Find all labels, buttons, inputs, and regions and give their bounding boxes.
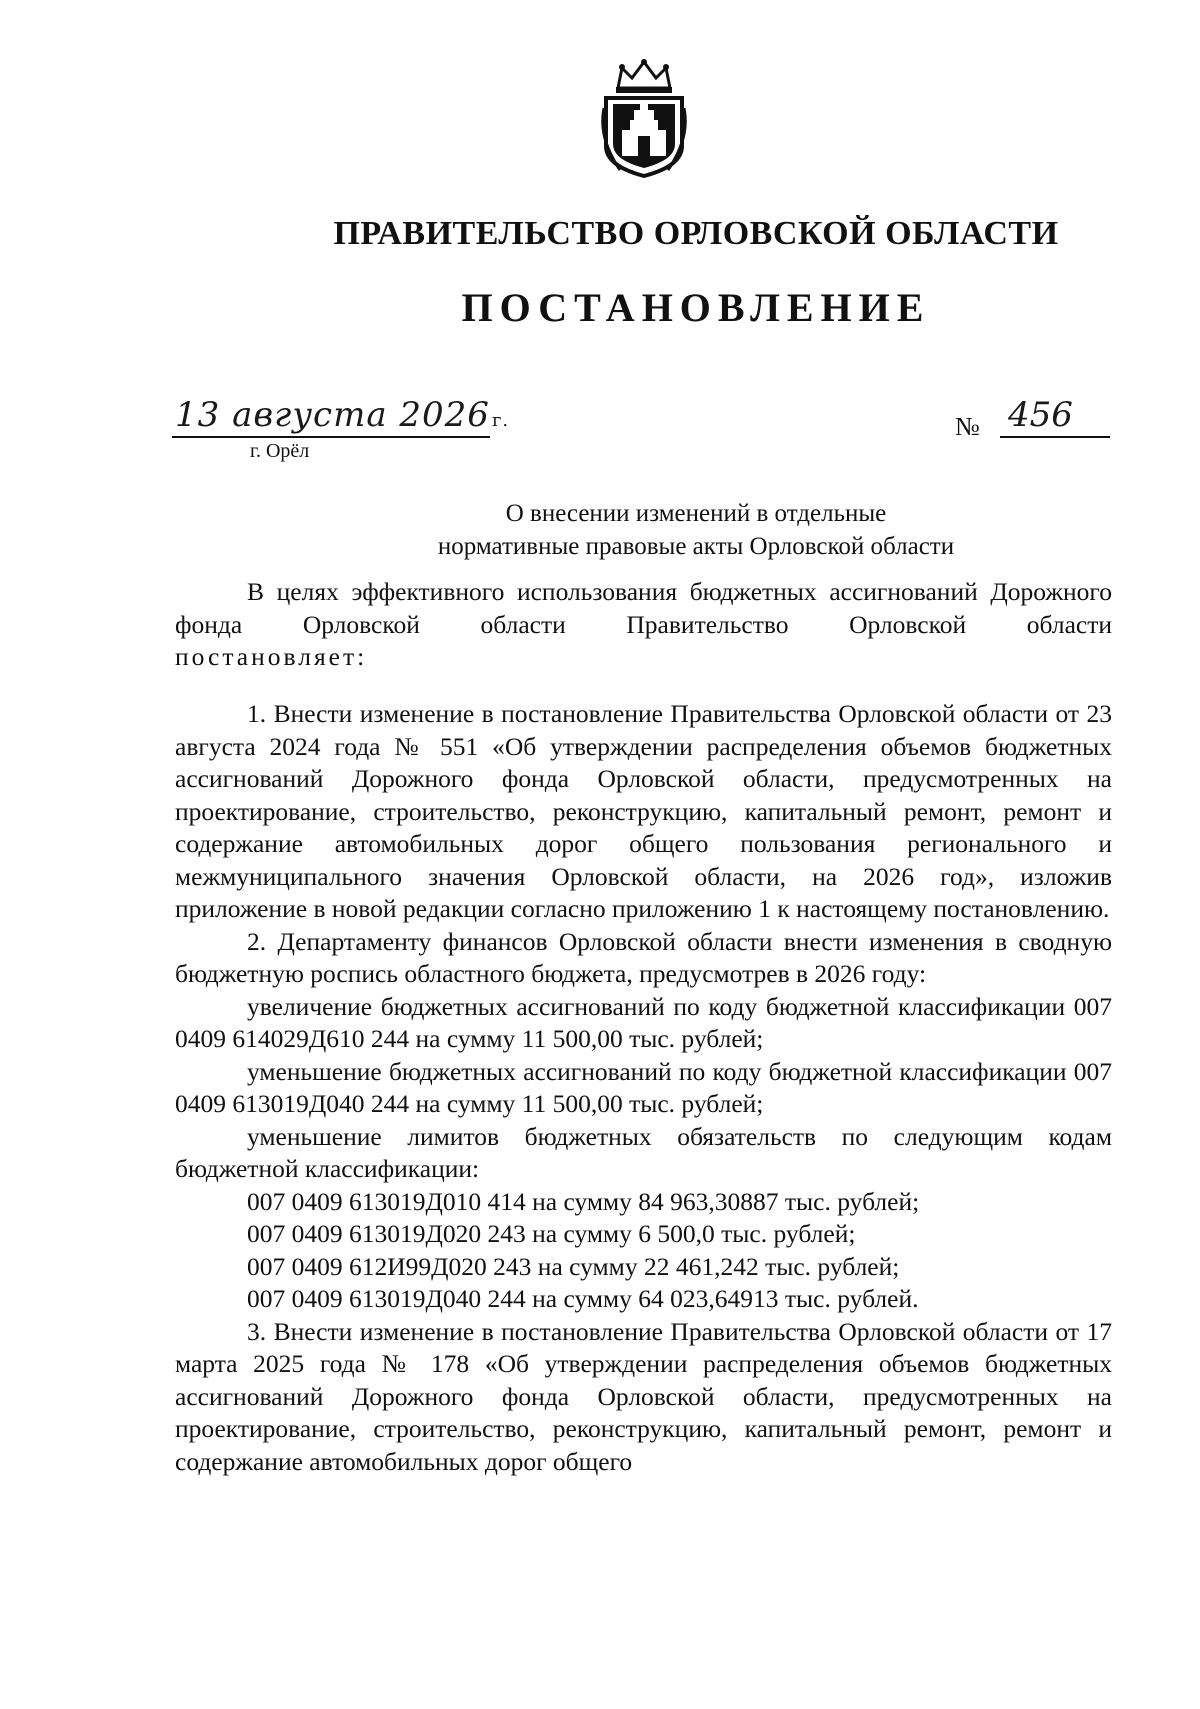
- document-type-title: ПОСТАНОВЛЕНИЕ: [461, 285, 931, 330]
- number-underline: [1000, 436, 1110, 438]
- decree-items: [175, 698, 1112, 1478]
- date-underline: [172, 436, 490, 438]
- subject-line-2: нормативные правовые акты Орловской области: [437, 533, 955, 560]
- handwritten-number: 456: [1008, 395, 1073, 435]
- date-suffix: г.: [491, 410, 510, 431]
- budget-code-line: 007 0409 612И99Д020 243 на сумму 22 461,242 тыс. рублей;: [247, 1251, 900, 1281]
- budget-code-line: 007 0409 613019Д040 244 на сумму 64 023,64913 тыс. рублей.: [247, 1284, 919, 1313]
- item-1: 1. Внести изменение в постановление Правительства Орловской области от 23 августа 2024 года № 551 «Об утверждении распределения объемов бюджетных ассигнований Дорожного фонда Орловской области, предусмотренных на проектирование, строительство, реконструкцию, капитальный ремонт, ремонт и содержание автомобильных дорог общего пользования регионального и межмуниципального значения Орловской области, на 2026 год», изложив приложение в новой редакции согласно приложению 1 к настоящему постановлению.: [175, 699, 1112, 923]
- document-subject: [96, 497, 1200, 563]
- coat-of-arms-emblem: [600, 58, 688, 180]
- organization-title: ПРАВИТЕЛЬСТВО ОРЛОВСКОЙ ОБЛАСТИ: [333, 215, 1059, 252]
- date-value: 13 августа 2026: [175, 395, 490, 435]
- city: г. Орёл: [250, 440, 310, 462]
- item-2-decrease: уменьшение бюджетных ассигнований по коду бюджетной классификации 007 0409 613019Д040 244 на сумму 11 500,00 тыс. рублей;: [175, 1056, 1112, 1118]
- decree-word: постановляет:: [175, 642, 368, 671]
- subject-line-1: О внесении изменений в отдельные: [505, 500, 887, 527]
- item-2-limits: уменьшение лимитов бюджетных обязательств по следующим кодам бюджетной классификации:: [175, 1121, 1112, 1183]
- preamble-text: В целях эффективного использования бюджетных ассигнований Дорожного фонда Орловской области Правительство Орловской области: [175, 577, 1112, 639]
- item-3: 3. Внести изменение в постановление Правительства Орловской области от 17 марта 2025 года № 178 «Об утверждении распределения объемов бюджетных ассигнований Дорожного фонда Орловской области, предусмотренных на проектирование, строительство, реконструкцию, капитальный ремонт, ремонт и содержание автомобильных дорог общего: [175, 1316, 1112, 1476]
- budget-code-line: 007 0409 613019Д020 243 на сумму 6 500,0 тыс. рублей;: [247, 1219, 856, 1248]
- handwritten-date: [175, 395, 509, 435]
- budget-code-line: 007 0409 613019Д010 414 на сумму 84 963,30887 тыс. рублей;: [247, 1186, 920, 1216]
- item-2-increase: увеличение бюджетных ассигнований по коду бюджетной классификации 007 0409 614029Д610 244 на сумму 11 500,00 тыс. рублей;: [175, 991, 1112, 1053]
- preamble: [175, 576, 1112, 674]
- item-2: 2. Департаменту финансов Орловской области внести изменения в сводную бюджетную роспись областного бюджета, предусмотрев в 2026 году:: [175, 926, 1112, 988]
- number-sign: №: [955, 412, 980, 441]
